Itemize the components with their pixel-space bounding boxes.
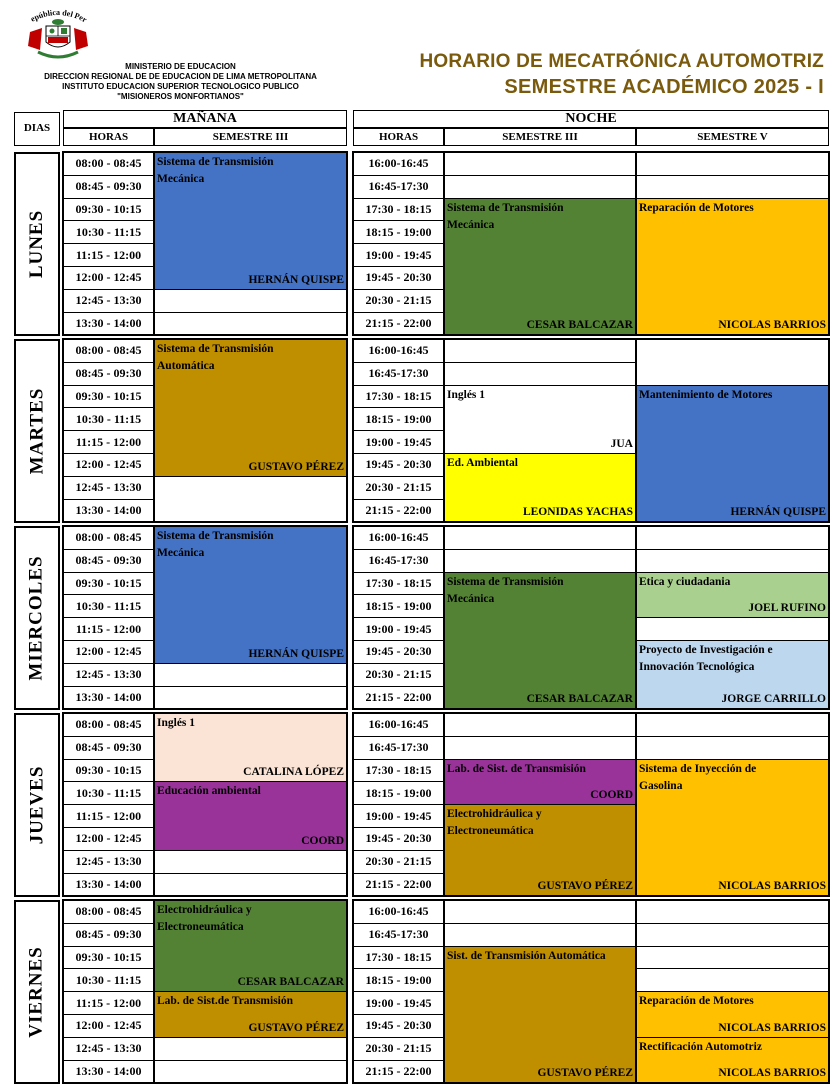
time-slot-night: 19:45 - 20:30	[353, 1014, 444, 1038]
time-slot-morning: 10:30 - 11:15	[63, 220, 154, 244]
time-slot-night: 21:15 - 22:00	[353, 686, 444, 710]
day-name: LUNES	[26, 210, 48, 279]
ministry-line: "MISIONEROS MONFORTIANOS"	[117, 92, 244, 101]
title-line-1: HORARIO DE MECATRÓNICA AUTOMOTRIZ	[419, 51, 824, 72]
time-slot-night: 21:15 - 22:00	[353, 499, 444, 523]
time-slot-morning: 12:00 - 12:45	[63, 266, 154, 290]
teacher-name: COORD	[301, 834, 344, 847]
course-cell	[154, 152, 347, 290]
day-name: VIERNES	[26, 946, 48, 1038]
time-slot-night: 20:30 - 21:15	[353, 289, 444, 313]
day-label-lunes	[14, 152, 60, 336]
time-slot-night: 20:30 - 21:15	[353, 663, 444, 687]
time-slot-night: 21:15 - 22:00	[353, 312, 444, 336]
time-slot-night: 16:45-17:30	[353, 549, 444, 573]
empty-slot	[444, 152, 636, 176]
manana-horas-header: HORAS	[63, 128, 154, 146]
noche-semestre-iii-header: SEMESTRE III	[444, 128, 636, 146]
time-slot-night: 19:00 - 19:45	[353, 804, 444, 828]
teacher-name: GUSTAVO PÉREZ	[248, 1021, 344, 1034]
course-cell	[154, 526, 347, 664]
course-name: Sistema de Transmisión Mecánica	[447, 201, 564, 231]
time-slot-night: 19:00 - 19:45	[353, 430, 444, 454]
time-slot-night: 20:30 - 21:15	[353, 850, 444, 874]
time-slot-morning: 11:15 - 12:00	[63, 430, 154, 454]
course-name: Lab. de Sist.de Transmisión	[157, 995, 294, 1008]
ministry-line: MINISTERIO DE EDUCACION	[125, 62, 236, 71]
course-name: Electrohidráulica y Electroneumática	[157, 904, 252, 933]
time-slot-morning: 09:30 - 10:15	[63, 198, 154, 222]
manana-header: MAÑANA	[63, 110, 347, 128]
teacher-name: CESAR BALCAZAR	[526, 693, 633, 706]
time-slot-morning: 11:15 - 12:00	[63, 243, 154, 267]
time-slot-night: 18:15 - 19:00	[353, 594, 444, 618]
teacher-name: JUA	[610, 437, 633, 450]
teacher-name: NICOLAS BARRIOS	[718, 1021, 826, 1034]
time-slot-night: 19:45 - 20:30	[353, 827, 444, 851]
empty-slot	[636, 736, 829, 760]
time-slot-night: 16:45-17:30	[353, 736, 444, 760]
course-cell	[444, 804, 636, 896]
time-slot-night: 18:15 - 19:00	[353, 407, 444, 431]
time-slot-morning: 08:00 - 08:45	[63, 152, 154, 176]
empty-slot	[154, 850, 347, 874]
course-cell	[636, 640, 829, 709]
time-slot-night: 17:30 - 18:15	[353, 385, 444, 409]
time-slot-morning: 08:45 - 09:30	[63, 736, 154, 760]
course-name: Reparación de Motores	[639, 201, 754, 214]
time-slot-night: 17:30 - 18:15	[353, 946, 444, 970]
teacher-name: HERNÁN QUISPE	[248, 647, 344, 660]
empty-slot	[444, 900, 636, 924]
course-cell	[444, 946, 636, 1084]
teacher-name: GUSTAVO PÉREZ	[537, 880, 633, 893]
svg-text:República del Perú: epública del Per	[29, 7, 89, 25]
time-slot-morning: 08:00 - 08:45	[63, 900, 154, 924]
empty-slot	[154, 289, 347, 313]
ministry-line: INSTITUTO EDUCACION SUPERIOR TECNOLOGICO PUBLICO	[62, 82, 299, 91]
empty-slot	[154, 1037, 347, 1061]
course-name: Sist. de Transmisión Automática	[447, 949, 606, 962]
course-name: Educación ambiental	[157, 785, 261, 798]
empty-slot	[444, 736, 636, 760]
time-slot-morning: 12:45 - 13:30	[63, 663, 154, 687]
day-name: MARTES	[26, 387, 47, 475]
empty-slot	[636, 617, 829, 641]
course-name: Rectificación Automotriz	[639, 1040, 762, 1053]
noche-header: NOCHE	[353, 110, 829, 128]
time-slot-morning: 10:30 - 11:15	[63, 407, 154, 431]
teacher-name: CESAR BALCAZAR	[526, 319, 633, 332]
time-slot-night: 16:45-17:30	[353, 362, 444, 386]
course-cell	[444, 572, 636, 710]
time-slot-morning: 13:30 - 14:00	[63, 499, 154, 523]
time-slot-night: 16:00-16:45	[353, 152, 444, 176]
time-slot-morning: 10:30 - 11:15	[63, 968, 154, 992]
teacher-name: GUSTAVO PÉREZ	[537, 1067, 633, 1080]
ministry-line: DIRECCION REGIONAL DE DE EDUCACION DE LIMA METROPOLITANA	[44, 72, 317, 81]
time-slot-morning: 11:15 - 12:00	[63, 804, 154, 828]
course-cell	[636, 385, 829, 523]
time-slot-night: 20:30 - 21:15	[353, 1037, 444, 1061]
time-slot-morning: 09:30 - 10:15	[63, 759, 154, 783]
time-slot-night: 16:45-17:30	[353, 175, 444, 199]
course-cell	[444, 759, 636, 806]
course-cell	[444, 385, 636, 454]
time-slot-night: 16:45-17:30	[353, 923, 444, 947]
teacher-name: HERNÁN QUISPE	[730, 506, 826, 519]
time-slot-morning: 12:00 - 12:45	[63, 640, 154, 664]
page-header	[0, 0, 840, 108]
course-cell	[154, 900, 347, 992]
time-slot-night: 18:15 - 19:00	[353, 968, 444, 992]
course-cell	[154, 713, 347, 782]
course-cell	[154, 991, 347, 1038]
time-slot-morning: 10:30 - 11:15	[63, 594, 154, 618]
course-name: Mantenimiento de Motores	[639, 388, 773, 401]
time-slot-morning: 11:15 - 12:00	[63, 991, 154, 1015]
time-slot-night: 16:00-16:45	[353, 526, 444, 550]
day-label-jueves	[14, 713, 60, 897]
time-slot-morning: 13:30 - 14:00	[63, 312, 154, 336]
time-slot-morning: 10:30 - 11:15	[63, 781, 154, 805]
manana-semestre-iii-header: SEMESTRE III	[154, 128, 347, 146]
time-slot-night: 16:00-16:45	[353, 339, 444, 363]
empty-slot	[154, 686, 347, 710]
time-slot-morning: 08:00 - 08:45	[63, 339, 154, 363]
time-slot-night: 19:45 - 20:30	[353, 453, 444, 477]
teacher-name: JOEL RUFINO	[748, 602, 826, 615]
empty-slot	[636, 549, 829, 573]
course-name: Sistema de Inyección de Gasolina	[639, 762, 757, 792]
day-name: MIERCOLES	[26, 555, 48, 681]
time-slot-night: 16:00-16:45	[353, 900, 444, 924]
empty-slot	[154, 1060, 347, 1084]
time-slot-morning: 12:45 - 13:30	[63, 1037, 154, 1061]
empty-slot	[636, 713, 829, 737]
dias-header: DIAS	[14, 112, 60, 146]
day-label-martes	[14, 339, 60, 523]
teacher-name: GUSTAVO PÉREZ	[248, 460, 344, 473]
day-label-viernes	[14, 900, 60, 1084]
course-cell	[636, 991, 829, 1038]
empty-slot	[444, 549, 636, 573]
time-slot-morning: 13:30 - 14:00	[63, 1060, 154, 1084]
course-name: Etica y ciudadania	[639, 575, 731, 588]
peru-coat-of-arms-logo	[18, 6, 98, 64]
day-label-miercoles	[14, 526, 60, 710]
course-name: Reparación de Motores	[639, 995, 754, 1008]
course-cell	[444, 198, 636, 336]
time-slot-night: 20:30 - 21:15	[353, 476, 444, 500]
time-slot-morning: 12:00 - 12:45	[63, 1014, 154, 1038]
time-slot-night: 17:30 - 18:15	[353, 198, 444, 222]
empty-slot	[444, 526, 636, 550]
title-line-2: SEMESTRE ACADÉMICO 2025 - I	[504, 76, 824, 98]
time-slot-morning: 12:45 - 13:30	[63, 476, 154, 500]
time-slot-night: 19:00 - 19:45	[353, 617, 444, 641]
time-slot-morning: 12:45 - 13:30	[63, 289, 154, 313]
empty-slot	[636, 923, 829, 947]
empty-slot	[636, 946, 829, 970]
time-slot-morning: 09:30 - 10:15	[63, 572, 154, 596]
teacher-name: HERNÁN QUISPE	[248, 273, 344, 286]
time-slot-morning: 08:45 - 09:30	[63, 362, 154, 386]
time-slot-night: 17:30 - 18:15	[353, 759, 444, 783]
empty-slot	[444, 923, 636, 947]
empty-slot	[444, 713, 636, 737]
empty-slot	[154, 663, 347, 687]
course-name: Inglés 1	[157, 717, 196, 729]
empty-slot	[636, 526, 829, 550]
teacher-name: NICOLAS BARRIOS	[718, 1067, 826, 1080]
empty-slot	[444, 339, 636, 363]
time-slot-night: 18:15 - 19:00	[353, 781, 444, 805]
noche-horas-header: HORAS	[353, 128, 444, 146]
course-name: Ed. Ambiental	[447, 457, 518, 469]
schedule-title	[419, 50, 824, 100]
ministry-block	[18, 62, 343, 102]
empty-slot	[154, 476, 347, 523]
course-cell	[154, 781, 347, 850]
time-slot-morning: 13:30 - 14:00	[63, 686, 154, 710]
course-name: Sistema de Transmisión Automática	[157, 343, 274, 372]
course-cell	[444, 453, 636, 522]
teacher-name: CESAR BALCAZAR	[237, 976, 344, 989]
time-slot-night: 17:30 - 18:15	[353, 572, 444, 596]
empty-slot	[636, 152, 829, 176]
course-name: Sistema de Transmisión Mecánica	[157, 530, 274, 559]
time-slot-morning: 11:15 - 12:00	[63, 617, 154, 641]
time-slot-morning: 12:00 - 12:45	[63, 453, 154, 477]
time-slot-morning: 08:45 - 09:30	[63, 923, 154, 947]
empty-slot	[636, 968, 829, 992]
time-slot-morning: 13:30 - 14:00	[63, 873, 154, 897]
teacher-name: NICOLAS BARRIOS	[718, 880, 826, 893]
course-name: Lab. de Sist. de Transmisión	[447, 762, 586, 775]
time-slot-morning: 08:00 - 08:45	[63, 713, 154, 737]
time-slot-morning: 09:30 - 10:15	[63, 946, 154, 970]
time-slot-morning: 09:30 - 10:15	[63, 385, 154, 409]
noche-semestre-v-header: SEMESTRE V	[636, 128, 829, 146]
empty-slot	[444, 175, 636, 199]
time-slot-morning: 12:00 - 12:45	[63, 827, 154, 851]
time-slot-night: 18:15 - 19:00	[353, 220, 444, 244]
time-slot-morning: 12:45 - 13:30	[63, 850, 154, 874]
course-name: Inglés 1	[447, 388, 486, 401]
time-slot-morning: 08:00 - 08:45	[63, 526, 154, 550]
empty-slot	[154, 873, 347, 897]
time-slot-night: 19:00 - 19:45	[353, 991, 444, 1015]
course-cell	[636, 759, 829, 897]
time-slot-morning: 08:45 - 09:30	[63, 175, 154, 199]
time-slot-night: 16:00-16:45	[353, 713, 444, 737]
course-name: Sistema de Transmisión Mecánica	[157, 156, 274, 185]
time-slot-night: 21:15 - 22:00	[353, 1060, 444, 1084]
course-name: Electrohidráulica y Electroneumática	[447, 808, 542, 838]
teacher-name: JORGE CARRILLO	[721, 693, 826, 706]
empty-slot	[636, 900, 829, 924]
time-slot-night: 21:15 - 22:00	[353, 873, 444, 897]
empty-slot	[444, 362, 636, 386]
empty-slot	[636, 339, 829, 386]
course-cell	[636, 572, 829, 619]
teacher-name: CATALINA LÓPEZ	[243, 766, 344, 779]
time-slot-night: 19:45 - 20:30	[353, 640, 444, 664]
teacher-name: LEONIDAS YACHAS	[522, 506, 633, 519]
course-cell	[636, 1037, 829, 1084]
course-name: Proyecto de Investigación e Innovación Tecnológica	[639, 644, 773, 673]
time-slot-morning: 08:45 - 09:30	[63, 549, 154, 573]
course-name: Sistema de Transmisión Mecánica	[447, 575, 564, 605]
time-slot-night: 19:00 - 19:45	[353, 243, 444, 267]
day-name: JUEVES	[26, 765, 48, 845]
course-cell	[636, 198, 829, 336]
teacher-name: NICOLAS BARRIOS	[718, 319, 826, 332]
empty-slot	[154, 312, 347, 336]
time-slot-night: 19:45 - 20:30	[353, 266, 444, 290]
empty-slot	[636, 175, 829, 199]
course-cell	[154, 339, 347, 477]
teacher-name: COORD	[590, 789, 633, 802]
